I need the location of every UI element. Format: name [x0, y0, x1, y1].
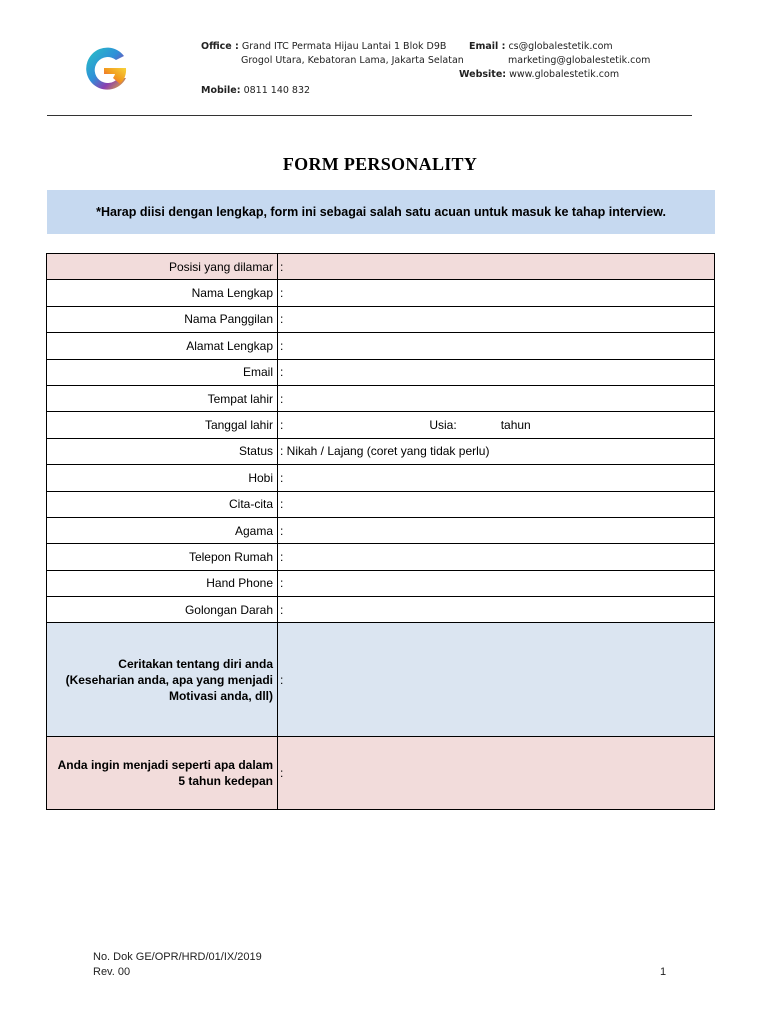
form-row-hand-phone: [47, 570, 715, 596]
field-input-tempat-lahir[interactable]: :: [278, 385, 715, 411]
document-number: No. Dok GE/OPR/HRD/01/IX/2019: [93, 951, 262, 963]
field-input-email[interactable]: :: [278, 359, 715, 385]
form-row-status: [47, 438, 715, 464]
tahun-label: tahun: [500, 418, 531, 433]
field-label: Tempat lahir: [47, 385, 278, 411]
colon: :: [280, 418, 284, 433]
email-contact: Email : cs@globalestetik.com: [469, 41, 613, 52]
form-row-golongan-darah: [47, 597, 715, 623]
office-address-line2: Grogol Utara, Kebatoran Lama, Jakarta Selatan: [241, 55, 464, 66]
field-label: Tanggal lahir: [47, 412, 278, 438]
field-input-lima-tahun[interactable]: :: [278, 737, 715, 810]
field-input-golongan-darah[interactable]: :: [278, 597, 715, 623]
revision-number: Rev. 00: [93, 966, 131, 978]
field-input-telepon-rumah[interactable]: :: [278, 544, 715, 570]
field-label: Telepon Rumah: [47, 544, 278, 570]
field-input-cita-cita[interactable]: :: [278, 491, 715, 517]
mobile-number: Mobile: 0811 140 832: [201, 85, 311, 96]
form-row-telepon-rumah: [47, 544, 715, 570]
form-row-nama-lengkap: [47, 280, 715, 306]
label-line: 5 tahun kedepan: [178, 774, 273, 789]
field-label: Email: [47, 359, 278, 385]
form-row-cita-cita: [47, 491, 715, 517]
instruction-notice: *Harap diisi dengan lengkap, form ini sebagai salah satu acuan untuk masuk ke tahap interview.: [47, 190, 715, 234]
field-input-posisi[interactable]: :: [278, 254, 715, 280]
label-line: Motivasi anda, dll): [168, 688, 273, 703]
field-label: Posisi yang dilamar: [47, 254, 278, 280]
field-label-lima-tahun: [47, 737, 278, 810]
header-divider: [47, 115, 692, 116]
field-input-status[interactable]: : Nikah / Lajang (coret yang tidak perlu): [278, 438, 715, 464]
usia-label: Usia:: [429, 418, 457, 433]
field-label: Hand Phone: [47, 570, 278, 596]
field-input-cerita-diri[interactable]: :: [278, 623, 715, 737]
field-label: Cita-cita: [47, 491, 278, 517]
form-row-agama: [47, 517, 715, 543]
label-line: (Keseharian anda, apa yang menjadi: [65, 672, 273, 687]
field-input-agama[interactable]: :: [278, 517, 715, 543]
form-row-lima-tahun: [47, 737, 715, 810]
field-input-alamat[interactable]: :: [278, 333, 715, 359]
form-row-tanggal-lahir: [47, 412, 715, 438]
company-logo: [80, 42, 132, 94]
form-row-hobi: [47, 465, 715, 491]
field-input-hobi[interactable]: :: [278, 465, 715, 491]
page-title: FORM PERSONALITY: [282, 154, 478, 174]
form-row-cerita-diri: [47, 623, 715, 737]
field-label: Agama: [47, 517, 278, 543]
field-label: Nama Lengkap: [47, 280, 278, 306]
form-row-email: [47, 359, 715, 385]
field-input-hand-phone[interactable]: :: [278, 570, 715, 596]
field-input-nama-panggilan[interactable]: :: [278, 306, 715, 332]
field-input-nama-lengkap[interactable]: :: [278, 280, 715, 306]
form-row-posisi: [47, 254, 715, 280]
field-label: Nama Panggilan: [47, 306, 278, 332]
email-contact-2: marketing@globalestetik.com: [508, 55, 651, 66]
field-label: Hobi: [47, 465, 278, 491]
form-row-alamat: [47, 333, 715, 359]
field-label: Golongan Darah: [47, 597, 278, 623]
personality-form-table: [46, 253, 715, 810]
label-line: Anda ingin menjadi seperti apa dalam: [57, 758, 273, 773]
label-line: Ceritakan tentang diri anda: [118, 656, 273, 671]
office-address: Office : Grand ITC Permata Hijau Lantai 1 Blok D9B: [201, 41, 447, 52]
form-row-nama-panggilan: [47, 306, 715, 332]
field-label: Alamat Lengkap: [47, 333, 278, 359]
field-label-cerita-diri: [47, 623, 278, 737]
form-row-tempat-lahir: [47, 385, 715, 411]
website-contact: Website: www.globalestetik.com: [459, 69, 620, 80]
field-input-tanggal-lahir[interactable]: [278, 412, 715, 438]
field-label: Status: [47, 438, 278, 464]
page-number: 1: [660, 966, 667, 978]
